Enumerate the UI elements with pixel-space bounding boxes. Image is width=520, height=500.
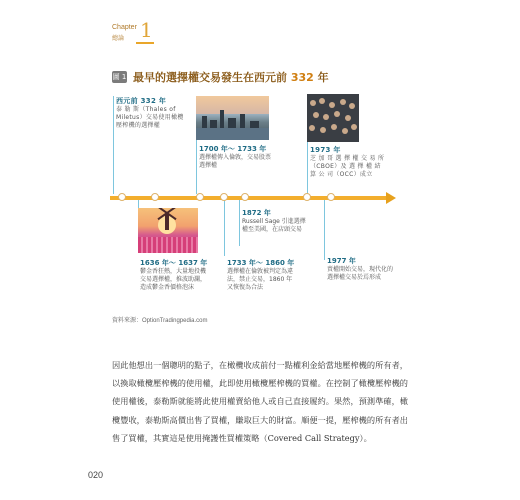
timeline-event [227,258,295,292]
timeline-dot [220,193,228,201]
event-year: 1636 年～ 1637 年 [140,259,208,267]
figure-title-text [133,69,329,85]
event-text: Russell Sage 引進選擇權至美國，在店頭交易 [242,218,306,233]
figure-title-suffix: 年 [317,71,329,84]
event-text: 鬱金香狂熱，大量地投機交易選擇權，推波助瀾，造成鬱金香價格泡沫 [140,268,207,291]
event-year: 1872 年 [242,209,271,217]
chapter-label: Chapter [112,24,137,31]
timeline-dot [303,193,311,201]
timeline-event [310,145,386,179]
timeline-dot [241,193,249,201]
trading-floor-photo [307,94,359,142]
timeline-event [242,208,308,234]
event-year: 1700 年～ 1733 年 [199,145,267,153]
connector-line [239,200,240,246]
timeline-dot [118,193,126,201]
london-skyline-photo [196,96,269,140]
chapter-underline [136,42,154,44]
event-year: 1977 年 [327,257,356,265]
timeline-dot [151,193,159,201]
chapter-subtitle: 總論 [112,35,125,42]
timeline-event [327,256,395,282]
event-text: 賣權開始交易，現代化的選擇權交易於焉形成 [327,266,394,281]
figure-title [112,70,329,84]
event-year: 西元前 332 年 [116,97,167,105]
figure-title-number: 332 [290,71,314,84]
timeline-dot [327,193,335,201]
body-paragraph: 因此他想出一個聰明的點子，在橄欖收成前付一點權利金給當地壓榨機的所有者，以換取橄欖壓榨機的使用權，此即使用橄欖壓榨機的買權。在控制了橄欖壓榨機的使用權後，泰勒斯就能將此使用權賣給他人或自己直接履約。果然，預測準確，橄欖豐收，泰勒斯高價出售了買權，賺取巨大的財富。順便一提，壓榨機的所有者出售了買權，其實這是使用掩護性買權策略（Covered Call Strategy）。 [112,360,408,443]
page-number: 020 [88,470,104,480]
connector-line [113,96,114,194]
chapter-number: 1 [140,18,153,42]
connector-line [324,200,325,260]
chapter-marker [112,20,172,56]
timeline-event [116,96,186,130]
event-year: 1973 年 [310,146,341,154]
connector-line [224,200,225,256]
event-text: 芝 加 哥 選 擇 權 交 易 所（CBOE）及 選 擇 權 結 算 公 司（OCC）成立 [310,155,385,178]
event-year: 1733 年～ 1860 年 [227,259,295,267]
event-text: 選擇權傳入倫敦，交易股票選擇權 [199,154,272,169]
tulip-field-windmill-photo [138,208,198,253]
event-text: 泰 勒 斯（Thales of Miletus）交易使用橄欖壓榨機的選擇權 [116,106,184,129]
connector-line [196,140,197,194]
timeline-event [199,144,271,170]
timeline-dot [196,193,204,201]
figure-badge: 圖 1 [112,73,127,81]
timeline-event [140,258,208,292]
event-text: 選擇權在倫敦被判定為違法，禁止交易，1860 年又恢復為合法 [227,268,294,291]
figure-source: 資料來源：OptionTradingpedia.com [112,318,208,324]
figure-title-prefix: 最早的選擇權交易發生在西元前 [133,71,287,84]
timeline-arrow-icon [386,192,396,204]
